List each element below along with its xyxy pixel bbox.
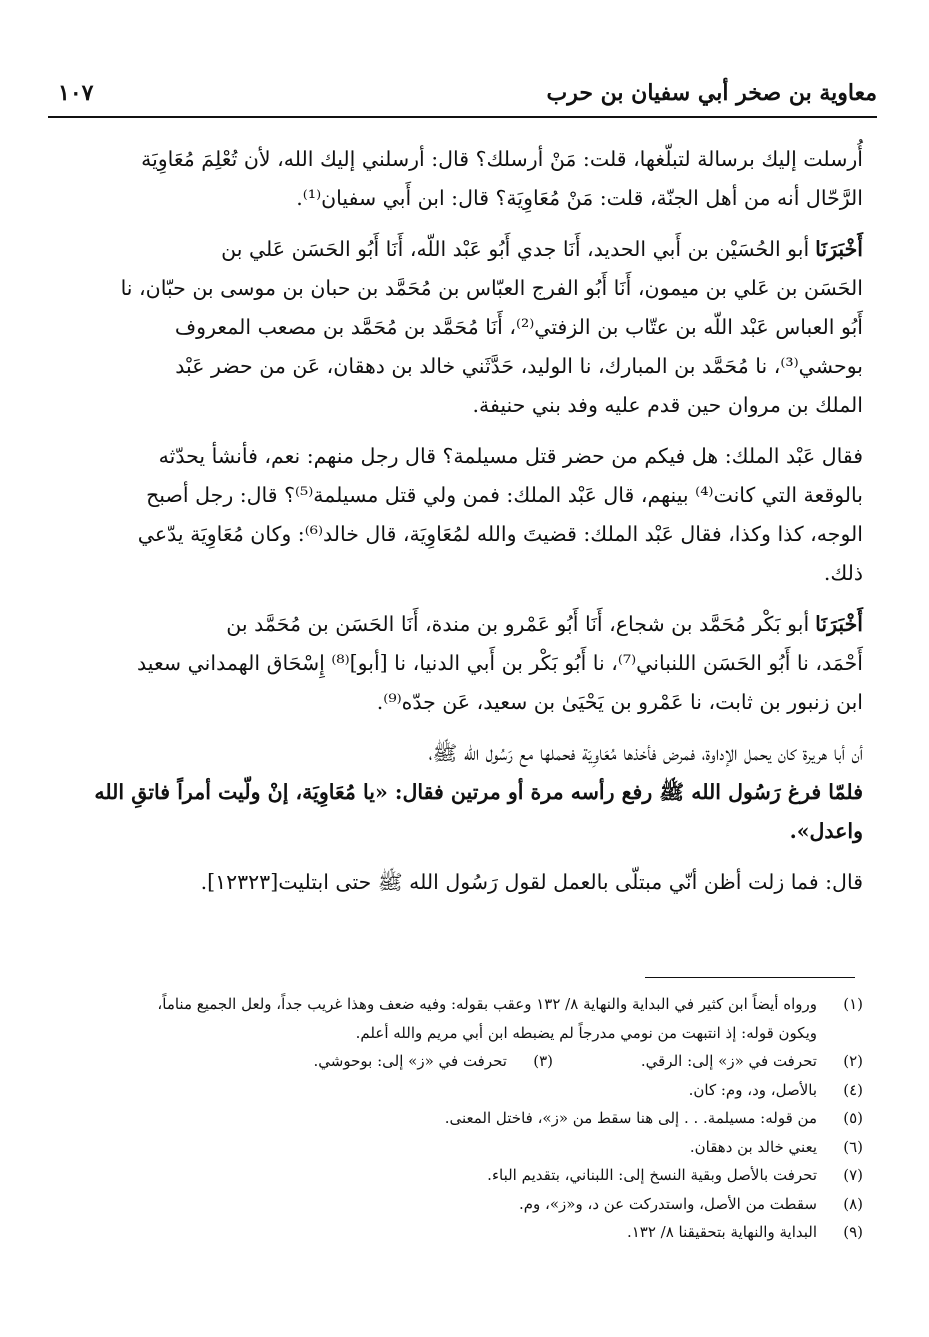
footnote-number: (٧) [843, 1166, 863, 1184]
footnote-text: ورواه أيضاً ابن كثير في البداية والنهاية ٨/ ١٣٢ وعقب بقوله: وفيه ضعف وهذا غريب جداً، ولعل الجميع مناماً، [157, 995, 817, 1013]
isnad-lead-word: أَخْبَرَنَا [815, 612, 863, 636]
footnote [60, 1161, 863, 1190]
footnote-number: (٩) [843, 1223, 863, 1241]
footnote-text: من قوله: مسيلمة. . . إلى هنا سقط من «ز»، فاختل المعنى. [444, 1109, 817, 1127]
text-line: ابن زنبور بن ثابت، نا عَمْرو بن يَحْيَىٰ بن سعيد، عَن جدّه⁽⁹⁾. [376, 690, 863, 714]
paragraph [52, 140, 863, 218]
text-line: الحَسَن بن عَلي بن ميمون، أَنَا أَبُو الفرج العبّاس بن مُحَمَّد بن حبان بن موسى بن حبّان، نا [120, 276, 863, 300]
footnotes [60, 990, 863, 1247]
footnote-number: (٢) [843, 1052, 863, 1070]
text-line: بالوقعة التي كانت⁽⁴⁾ بينهم، قال عَبْد الملك: فمن ولي قتل مسيلمة⁽⁵⁾؟ قال: رجل أصبح [146, 483, 863, 507]
text-line: أبو الحُسَيْن بن أَبي الحديد، أَنَا جدي أَبُو عَبْد اللّه، أَنَا أَبُو الحَسَن عَلي بن [221, 237, 810, 261]
text-line: فلمّا فرغ رَسُول الله ﷺ رفع رأسه مرة أو مرتين فقال: «يا مُعَاوِيَة، إنْ ولّيت أمراً فاتقِ الله [94, 780, 863, 804]
page-number: ١٠٧ [58, 80, 94, 106]
footnote-text: تحرفت بالأصل وبقية النسخ إلى: اللبناني، بتقديم الباء. [487, 1166, 817, 1184]
text-line: الملك بن مروان حين قدم عليه وفد بني حنيفة. [472, 393, 863, 417]
footnote [60, 1218, 863, 1247]
footnote-number: (٦) [843, 1137, 863, 1156]
paragraph [52, 437, 863, 593]
footnote-text: تحرفت في «ز» إلى: الرقي. [640, 1052, 817, 1070]
footnote [60, 1190, 863, 1219]
text-line: بوحشي⁽³⁾، نا مُحَمَّد بن المبارك، نا الوليد، حَدَّثَني خالد بن دهقان، عَن من حضر عَبْد [175, 354, 863, 378]
footnote [553, 1047, 863, 1076]
text-line: أُرسلت إليك برسالة لتبلّغها، قلت: مَنْ أرسلك؟ قال: أرسلني إليك الله، لأن تُعْلِمَ مُعَاوِيَة [141, 147, 863, 171]
footnote-continuation: ويكون قوله: إذ انتبهت من نومي مدرجاً لم يضبطه ابن أبي مريم والله أعلم. [355, 1023, 817, 1042]
page-header [48, 70, 877, 118]
text-line: الرَّحّال أنه من أهل الجنّة، قلت: مَنْ مُعَاوِيَة؟ قال: ابن أَبي سفيان⁽¹⁾. [296, 186, 863, 210]
main-text [52, 140, 863, 914]
text-line: أبو بَكْر مُحَمَّد بن شجاع، أَنَا أَبُو عَمْرو بن مندة، أَنَا الحَسَن بن مُحَمَّد بن [226, 612, 810, 636]
footnote-pair [60, 1047, 863, 1076]
footnote [60, 1104, 863, 1133]
text-line: قال: فما زلت أظن أنّي مبتلّى بالعمل لقول رَسُول الله ﷺ حتى ابتليت[١٢٣٢٣]. [200, 870, 863, 894]
footnote [60, 1076, 863, 1105]
text-line: واعدل». [789, 819, 863, 843]
text-line: أن أبا هريرة كان يحمل الإداوة، فمرض فأخذها مُعَاوِيَة فحملها مع رَسُول الله ﷺ، [428, 741, 863, 765]
paragraph [52, 230, 863, 425]
text-line: الوجه، كذا وكذا، فقال عَبْد الملك: قضيتَ والله لمُعَاوِيَة، قال خالد⁽⁶⁾: وكان مُعَاوِيَة يدّعي [137, 522, 863, 546]
text-line: ذلك. [823, 561, 863, 585]
footnote-text: تحرفت في «ز» إلى: بوحوشي. [313, 1052, 507, 1070]
footnote [60, 1133, 863, 1162]
footnote-text: يعني خالد بن دهقان. [689, 1137, 817, 1156]
footnote-text: بالأصل، ود، وم: كان. [688, 1080, 817, 1099]
footnote-divider [645, 977, 855, 978]
footnote [243, 1047, 553, 1076]
footnote-number: (٣) [533, 1052, 553, 1070]
running-title: معاوية بن صخر أبي سفيان بن حرب [546, 80, 877, 106]
footnote [60, 990, 863, 1019]
text-line: أَحْمَد، نا أَبُو الحَسَن اللنباني⁽⁷⁾، نا أَبُو بَكْر بن أَبي الدنيا، نا [أبو]⁽⁸⁾ إِسْحَاق الهمداني سعيد [137, 651, 863, 675]
isnad-lead-word: أَخْبَرَنَا [815, 237, 863, 261]
footnote-number: (٤) [843, 1080, 863, 1099]
text-line: أَبُو العباس عَبْد اللّه بن عتّاب بن الزفتي⁽²⁾، أَنَا مُحَمَّد بن مُحَمَّد بن مصعب المعروف [174, 315, 863, 339]
text-line: فقال عَبْد الملك: هل فيكم من حضر قتل مسيلمة؟ قال رجل منهم: نعم، فأنشأ يحدّثه [158, 444, 863, 468]
paragraph [52, 605, 863, 722]
footnote-number: (١) [843, 995, 863, 1013]
footnote-number: (٥) [843, 1109, 863, 1127]
footnote-number: (٨) [843, 1194, 863, 1213]
footnote-text: سقطت من الأصل، واستدركت عن د، و«ز»، وم. [518, 1194, 817, 1213]
footnote-text: البداية والنهاية بتحقيقنا ٨/ ١٣٢. [626, 1223, 817, 1241]
paragraph [52, 863, 863, 902]
paragraph [52, 734, 863, 851]
